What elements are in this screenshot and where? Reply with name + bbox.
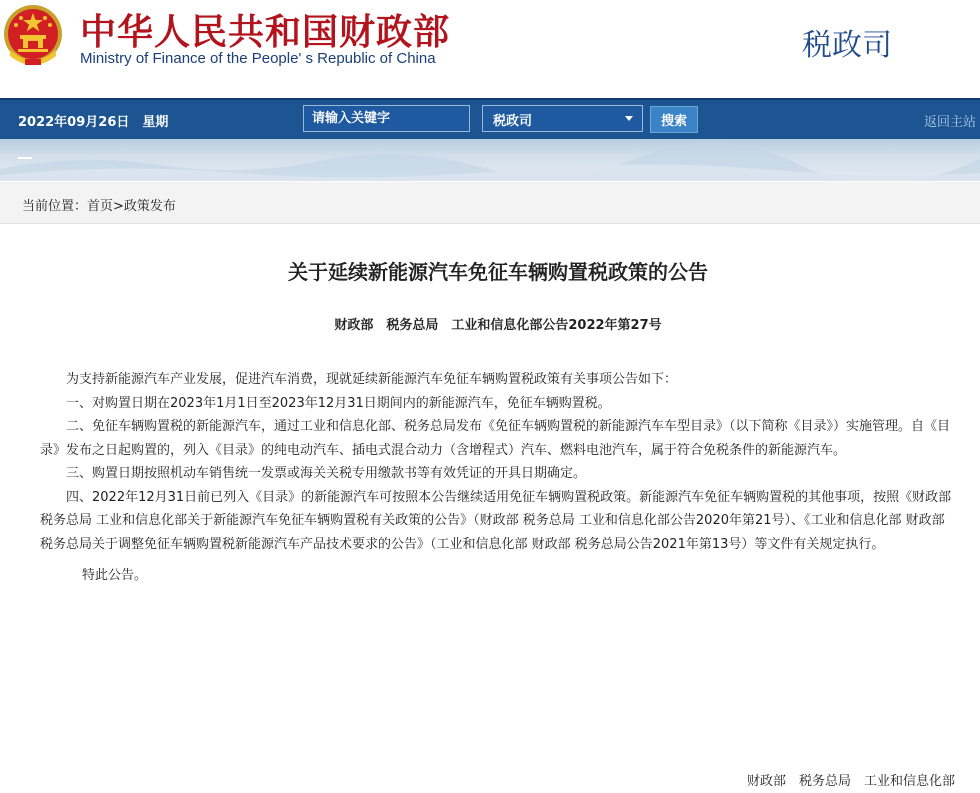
article-paragraph: 二、免征车辆购置税的新能源汽车，通过工业和信息化部、税务总局发布《免征车辆购置税的新能源汽车车型目录》（以下简称《目录》）实施管理。自《目录》发布之日起购置的，列入《目录》的纯电动汽车、插电式混合动力（含增程式）汽车、燃料电池汽车，属于符合免税条件的新能源汽车。	[40, 419, 951, 458]
nav-bar	[0, 98, 980, 139]
department-select-value: 税政司	[493, 114, 533, 129]
article-paragraph: 三、购置日期按照机动车销售统一发票或海关关税专用缴款书等有效凭证的开具日期确定。	[66, 466, 587, 481]
article-title: 关于延续新能源汽车免征车辆购置税政策的公告	[288, 260, 708, 284]
document-number: 财政部 税务总局 工业和信息化部公告2022年第27号	[334, 318, 662, 333]
return-home-link[interactable]: 返回主站	[923, 115, 976, 130]
article-paragraph: 一、对购置日期在2023年1月1日至2023年12月31日期间内的新能源汽车，免征车辆购置税。	[66, 395, 611, 411]
search-button[interactable]: 搜索	[650, 106, 698, 133]
article-signature: 财政部 税务总局 工业和信息化部	[746, 774, 955, 789]
national-emblem-icon	[2, 4, 64, 68]
site-header	[0, 0, 980, 98]
department-name: 税政司	[802, 28, 892, 63]
breadcrumb	[0, 182, 980, 224]
banner-landscape-icon	[0, 139, 980, 181]
search-input[interactable]	[303, 105, 470, 132]
site-title-en: Ministry of Finance of the People' s Republic of China	[80, 50, 436, 67]
article-closing: 特此公告。	[82, 568, 148, 583]
article-paragraph: 四、2022年12月31日前已列入《目录》的新能源汽车可按照本公告继续适用免征车辆购置税政策。新能源汽车免征车辆购置税的其他事项，按照《财政部 税务总局 工业和信息化部关于新能源汽车免征车辆购置税有关政策的公告》（财政部 税务总局 工业和信息化部公告2020年第21号）、《工业和信息化部 财政部 税务总局关于调整免征车辆购置税新能源汽车产品技术要求的公告》（工业和信息化部 财政部 税务总局公告2021年第13号）等文件有关规定执行。	[40, 489, 952, 552]
breadcrumb-text: 当前位置：首页>政策发布	[22, 199, 176, 214]
banner-image	[0, 139, 980, 181]
chevron-down-icon	[625, 116, 633, 121]
current-date: 2022年09月26日 星期	[18, 115, 169, 130]
article-body	[40, 368, 960, 588]
site-title-cn: 中华人民共和国财政部	[80, 12, 451, 53]
banner-dash	[18, 157, 32, 159]
article-paragraph: 为支持新能源汽车产业发展，促进汽车消费，现就延续新能源汽车免征车辆购置税政策有关事项公告如下：	[66, 372, 678, 387]
department-select[interactable]	[482, 105, 643, 132]
